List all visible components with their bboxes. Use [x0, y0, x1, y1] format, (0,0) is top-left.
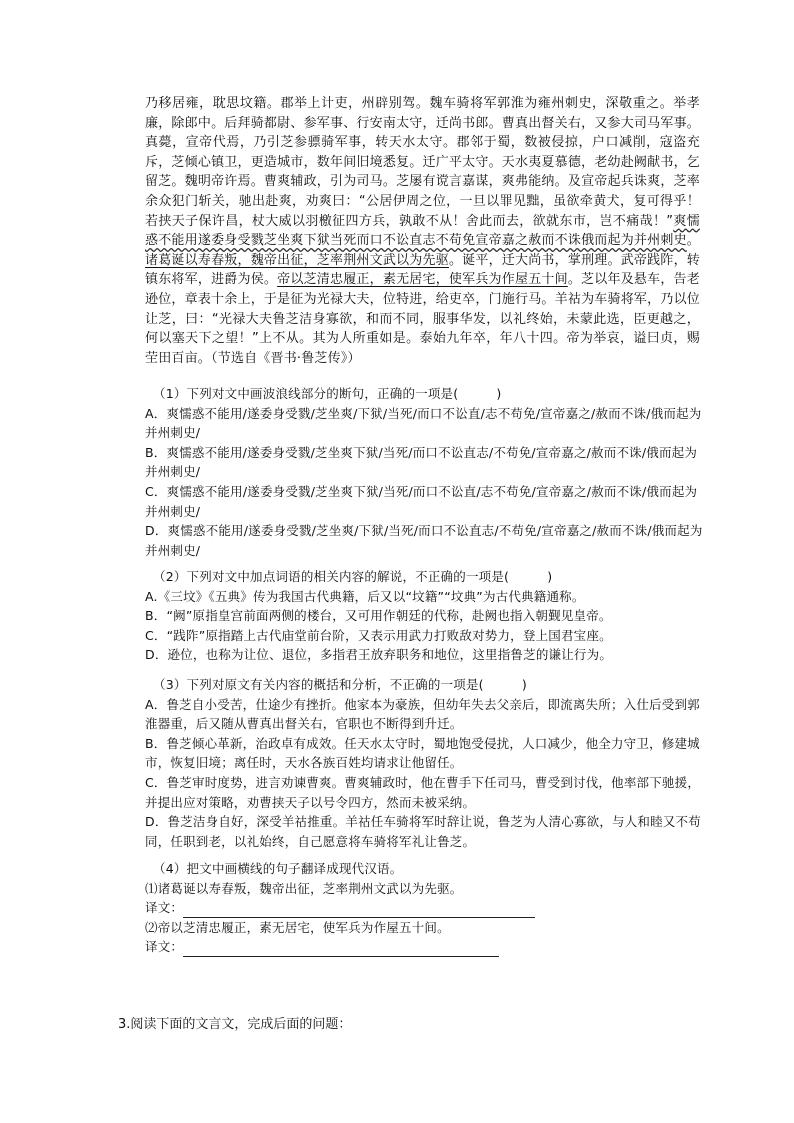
question-2-option-a[interactable]: A.《三坟》《五典》传为我国古代典籍，后又以“坟籍”“坟典”为古代典籍通称。	[145, 588, 585, 604]
question-1-option-b[interactable]: B．爽懦惑不能用/遂委身受戮/芝坐爽下狱/当死/而口不讼直志/不苟免/宣帝嘉之/赦而不诛/俄而起为并州刺史/	[145, 444, 698, 480]
question-2-option-b[interactable]: B．“阙”原指皇宫前面两侧的楼台，又可用作朝廷的代称，赴阙也指入朝觐见皇帝。	[145, 608, 612, 624]
question-3-option-b[interactable]: B．鲁芝倾心革新，治政卓有成效。任天水太守时，蜀地饱受侵扰，人口减少，他全力守卫，修建城市，恢复旧境；离任时，天水各族百姓均请求让他留任。	[145, 735, 700, 771]
translation-answer-line-1[interactable]	[183, 903, 535, 918]
question-2	[145, 567, 705, 665]
question-2-stem: （2）下列对文中加点词语的相关内容的解说，不正确的一项是( )	[153, 569, 553, 584]
question-4-stem: （4）把文中画横线的句子翻译成现代汉语。	[153, 861, 403, 876]
passage-separator: 。	[686, 233, 700, 249]
next-question-heading: 3.阅读下面的文言文，完成后面的问题：	[118, 1017, 352, 1032]
question-3-option-d[interactable]: D．鲁芝洁身自好，深受羊祜推重。羊祜任车骑将军时辞让说，鲁芝为人清心寡欲，与人和睦又不苟同，任职到老，以礼始终，自己愿意将车骑将军礼让鲁芝。	[145, 814, 701, 849]
question-4-item-1: ⑴诸葛诞以寿春叛，魏帝出征，芝率荆州文武以为先驱。	[145, 880, 463, 896]
translation-row-2	[145, 937, 705, 957]
passage-text-2: 。诞平，迁大尚书，掌刑理。武帝践阼，转镇东将军，进爵为侯。	[145, 252, 700, 288]
translation-answer-line-2[interactable]	[183, 942, 499, 957]
question-4	[145, 859, 705, 957]
question-3	[145, 675, 705, 851]
passage-text-3: 。芝以年及悬车，告老逊位，章表十余上，于是征为光禄大夫，位特进，给吏卒，门施行马。羊祜为车骑将军，乃以位让芝，曰：“光禄大夫鲁芝洁身寡欲，和而不同，服事华发，以礼终始，未蒙此选，臣更越之，何以塞天下之望！”上不从。其为人所重如是。泰始九年卒，年八十四。帝为举哀，谥曰贞，赐茔田百亩。（节选自《晋书·鲁芝传》）	[145, 272, 700, 366]
translation-row-1	[145, 898, 705, 918]
question-3-option-a[interactable]: A．鲁芝自小受苦，仕途少有挫折。他家本为豪族，但幼年失去父亲后，即流离失所；入仕后受到郭淮器重，后又随从曹真出督关右，官职也不断得到升迁。	[145, 696, 700, 732]
underlined-sentence-1: 诸葛诞以寿春叛，魏帝出征，芝率荆州文武以为先驱	[145, 252, 449, 268]
question-3-stem: （3）下列对原文有关内容的概括和分析，不正确的一项是( )	[153, 677, 527, 692]
question-1-option-a[interactable]: A．爽懦惑不能用/遂委身受戮/芝坐爽/下狱/当死/而口不讼直/志不苟免/宣帝嘉之/赦而不诛/俄而起为并州刺史/	[145, 405, 702, 441]
translation-label-1: 译文：	[145, 900, 184, 916]
question-1	[145, 384, 705, 560]
classical-passage	[145, 94, 700, 368]
question-2-option-d[interactable]: D．逊位，也称为让位、退位，多指君王放弃职务和地位，这里指鲁芝的谦让行为。	[145, 647, 613, 663]
question-1-stem: （1）下列对文中画波浪线部分的断句，正确的一项是( )	[153, 386, 502, 401]
question-4-item-2: ⑵帝以芝清忠履正，素无居宅，使军兵为作屋五十间。	[145, 919, 450, 935]
translation-label-2: 译文：	[145, 939, 184, 955]
question-1-option-c[interactable]: C．爽懦惑不能用/遂委身受戮/芝坐爽下狱/当死/而口不讼直/志不苟免/宣帝嘉之/赦而不诛/俄而起为并州刺史/	[145, 483, 698, 519]
passage-text-1: 乃移居雍，耽思坟籍。郡举上计吏，州辟别驾。魏车骑将军郭淮为雍州刺史，深敬重之。举孝廉，除郎中。后拜骑都尉、参军事、行安南太守，迁尚书郎。曹真出督关右，又参大司马军事。真薨，宣帝代焉，乃引芝参骠骑军事，转天水太守。郡邻于蜀，数被侵掠，户口减削，寇盗充斥，芝倾心镇卫，更造城市，数年间旧境悉复。迁广平太守。天水夷夏慕德，老幼赴阙献书，乞留芝。魏明帝许焉。曹爽辅政，引为司马。芝屡有谠言嘉谋，爽弗能纳。及宣帝起兵诛爽，芝率余众犯门斩关，驰出赴爽，劝爽曰：“公居伊周之位，一旦以罪见黜，虽欲牵黄犬，复可得乎！若挟天子保许昌，杖大威以羽檄征四方兵，孰敢不从！舍此而去，欲就东市，岂不痛哉！”	[145, 96, 700, 229]
question-1-option-d[interactable]: D．爽懦惑不能用/遂委身受戮/芝坐爽/下狱/当死/而口不讼直志/不苟免/宣帝嘉之/赦而不诛/俄而起为并州刺史/	[145, 523, 703, 558]
question-2-option-c[interactable]: C．“践阼”原指踏上古代庙堂前台阶，又表示用武力打败敌对势力，登上国君宝座。	[145, 627, 612, 643]
underlined-sentence-2: 帝以芝清忠履正，素无居宅，使军兵为作屋五十间	[277, 272, 568, 288]
wavy-underlined-sentence: 爽懦惑不能用遂委身受戮芝坐爽下狱当死而口不讼直志不苟免宣帝嘉之赦而不诛俄而起为并州刺史	[145, 213, 700, 249]
question-3-option-c[interactable]: C．鲁芝审时度势，进言劝谏曹爽。曹爽辅政时，他在曹手下任司马，曹受到讨伐，他率部下驰援，并提出应对策略，劝曹挟天子以号令四方，然而未被采纳。	[145, 774, 701, 810]
